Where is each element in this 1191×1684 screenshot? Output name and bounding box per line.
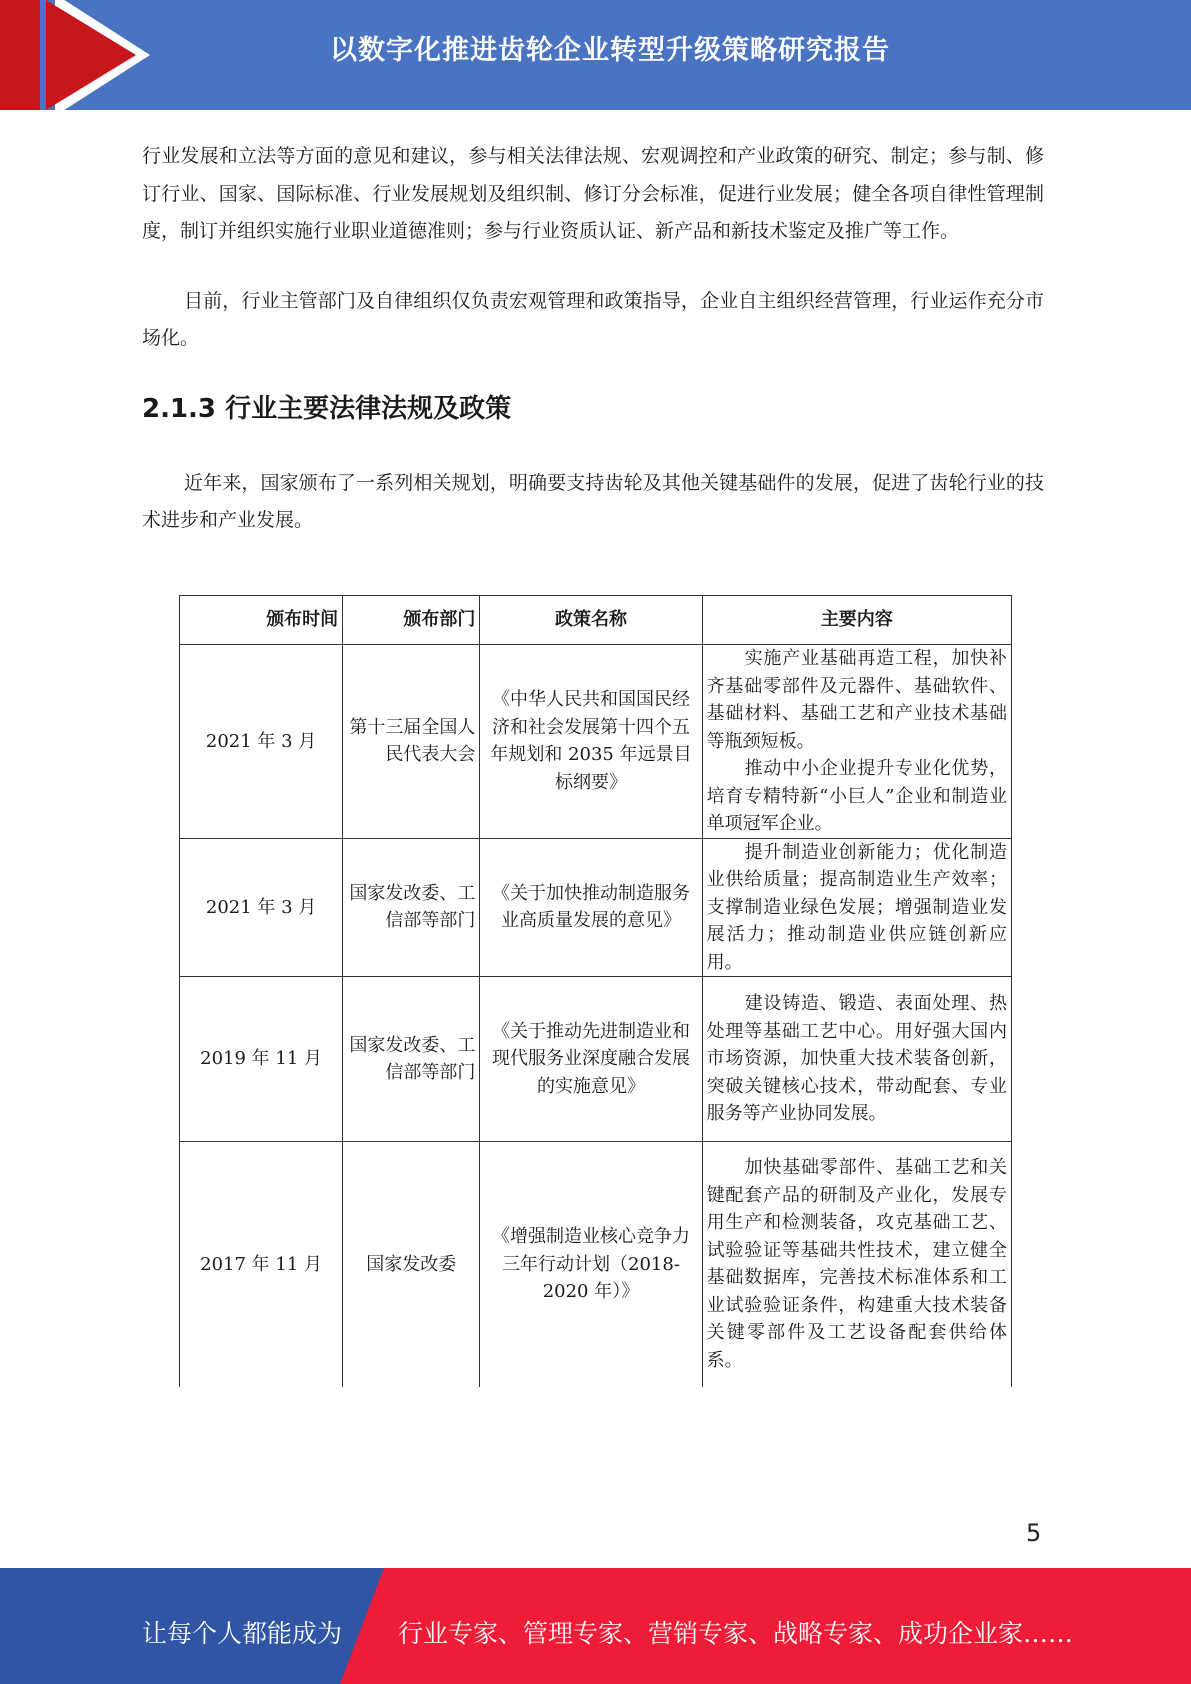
cell-dept: 国家发改委、工信部等部门 (343, 977, 480, 1142)
cell-date: 2021 年 3 月 (180, 838, 343, 977)
header-policy: 政策名称 (480, 596, 702, 645)
cell-policy: 《中华人民共和国国民经济和社会发展第十四个五年规划和 2035 年远景目标纲要》 (480, 645, 702, 839)
cell-content (702, 977, 1011, 1142)
content-text: 加快基础零部件、基础工艺和关键配套产品的研制及产业化，发展专用生产和检测装备，攻克基础工艺、试验验证等基础共性技术，建立健全基础数据库，完善技术标准体系和工业试验验证条件，构建重大技术装备关键零部件及工艺设备配套供给体系。 (706, 1157, 1007, 1371)
page-header (0, 0, 1191, 110)
cell-content (702, 645, 1011, 839)
paragraph-policy-intro: 近年来，国家颁布了一系列相关规划，明确要支持齿轮及其他关键基础件的发展，促进了齿轮行业的技术进步和产业发展。 (142, 471, 1044, 531)
footer-slogan-right: 行业专家、管理专家、营销专家、战略专家、成功企业家…… (398, 1619, 1074, 1648)
cell-content (702, 838, 1011, 977)
cell-content (702, 1142, 1011, 1387)
cell-date: 2019 年 11 月 (180, 977, 343, 1142)
section-heading: 2.1.3 行业主要法律法规及政策 (142, 393, 512, 424)
page-number: 5 (1026, 1519, 1042, 1547)
page-footer (0, 1568, 1191, 1684)
content-text: 推动中小企业提升专业化优势，培育专精特新“小巨人”企业和制造业单项冠军企业。 (706, 758, 1007, 834)
header-dept: 颁布部门 (343, 596, 480, 645)
header-date: 颁布时间 (180, 596, 343, 645)
table-header-row (180, 596, 1012, 645)
report-title: 以数字化推进齿轮企业转型升级策略研究报告 (330, 35, 890, 66)
content-text: 提升制造业创新能力；优化制造业供给质量；提高制造业生产效率；支撑制造业绿色发展；增强制造业发展活力；推动制造业供应链创新应用。 (706, 841, 1007, 973)
table-row (180, 645, 1012, 839)
cell-policy: 《关于推动先进制造业和现代服务业深度融合发展的实施意见》 (480, 977, 702, 1142)
content-text: 建设铸造、锻造、表面处理、热处理等基础工艺中心。用好强大国内市场资源，加快重大技术装备创新，突破关键核心技术，带动配套、专业服务等产业协同发展。 (706, 993, 1007, 1125)
cell-dept: 国家发改委、工信部等部门 (343, 838, 480, 977)
footer-slant-shape (340, 1568, 384, 1684)
cell-dept: 国家发改委 (343, 1142, 480, 1387)
cell-date: 2021 年 3 月 (180, 645, 343, 839)
header-arrow-icon (46, 0, 136, 110)
cell-date: 2017 年 11 月 (180, 1142, 343, 1387)
table-row (180, 1142, 1012, 1387)
main-content (142, 138, 1044, 570)
footer-slogan-left: 让每个人都能成为 (142, 1619, 343, 1648)
policy-table (179, 595, 1012, 1387)
cell-policy: 《关于加快推动制造服务业高质量发展的意见》 (480, 838, 702, 977)
table-row (180, 977, 1012, 1142)
table-row (180, 838, 1012, 977)
cell-policy: 《增强制造业核心竞争力三年行动计划（2018-2020 年）》 (480, 1142, 702, 1387)
header-content: 主要内容 (702, 596, 1011, 645)
content-text: 实施产业基础再造工程，加快补齐基础零部件及元器件、基础软件、基础材料、基础工艺和产业技术基础等瓶颈短板。 (706, 648, 1007, 752)
header-red-block (0, 0, 40, 110)
paragraph-market: 目前，行业主管部门及自律组织仅负责宏观管理和政策指导，企业自主组织经营管理，行业运作充分市场化。 (142, 289, 1044, 349)
paragraph-industry-org: 行业发展和立法等方面的意见和建议，参与相关法律法规、宏观调控和产业政策的研究、制定；参与制、修订行业、国家、国际标准、行业发展规划及组织制、修订分会标准，促进行业发展；健全各项自律性管理制度，制订并组织实施行业职业道德准则；参与行业资质认证、新产品和新技术鉴定及推广等工作。 (142, 145, 1044, 242)
cell-dept: 第十三届全国人民代表大会 (343, 645, 480, 839)
